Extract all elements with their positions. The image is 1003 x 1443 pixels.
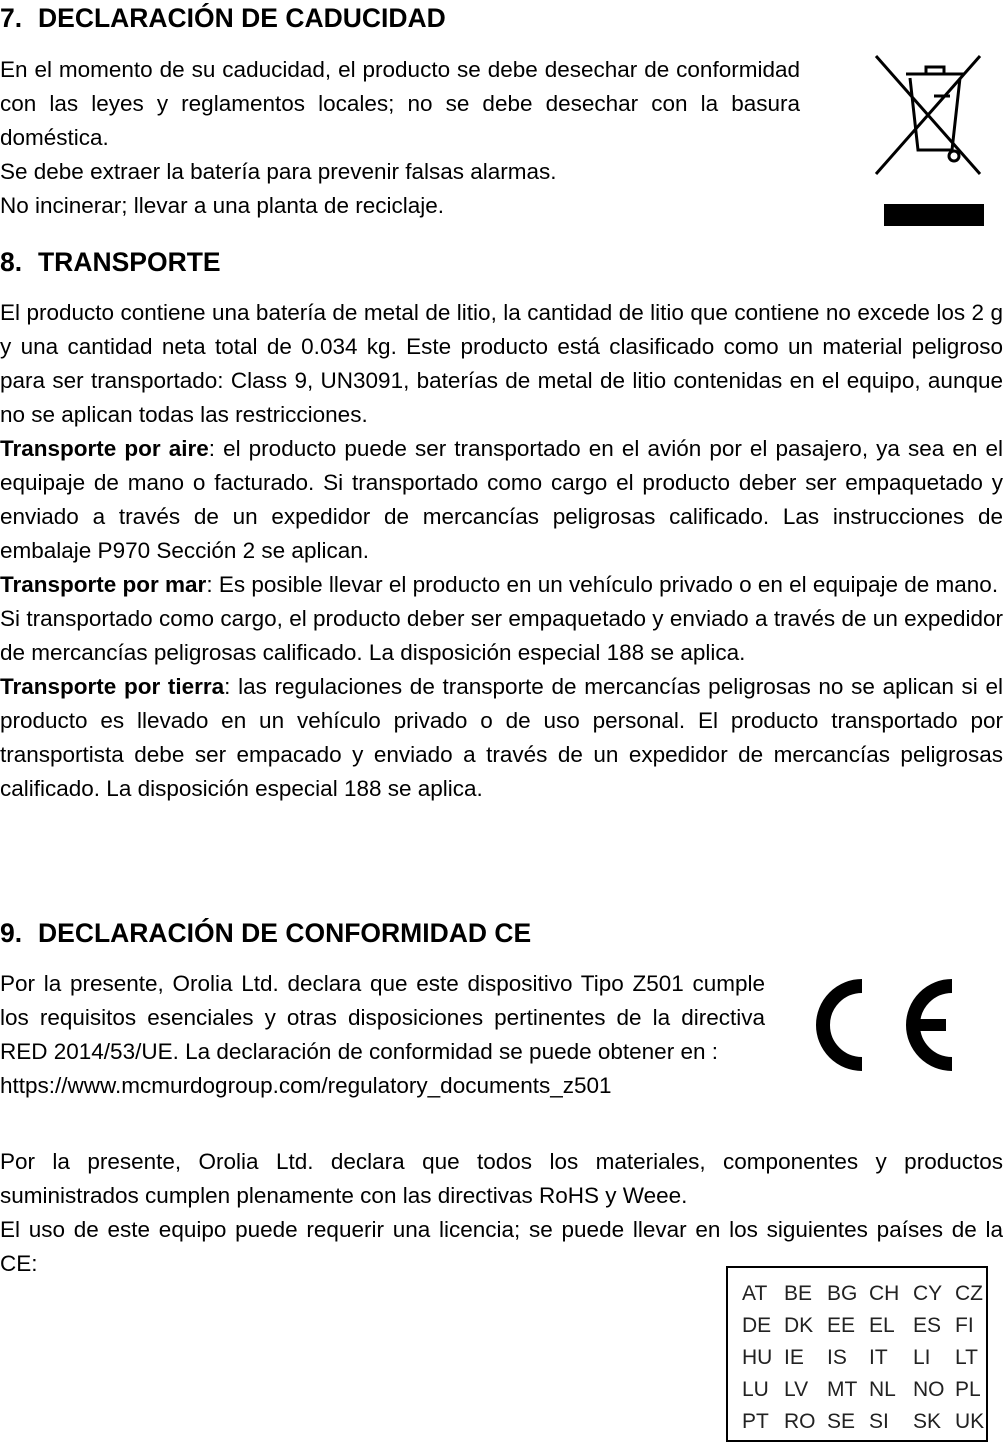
section-7-para-3: No incinerar; llevar a una planta de reciclaje. xyxy=(0,193,444,218)
country-code: IE xyxy=(784,1346,804,1369)
section-7-number: 7. xyxy=(0,3,23,33)
country-list-box xyxy=(726,1266,988,1442)
country-code: CY xyxy=(913,1282,943,1305)
section-9-para-3: El uso de este equipo puede requerir una licencia; se puede llevar en los siguientes países de la CE: xyxy=(0,1217,1003,1276)
country-code: IT xyxy=(869,1346,888,1369)
section-9-para-2: Por la presente, Orolia Ltd. declara que todos los materiales, componentes y productos suministrados cumplen plenamente con las directivas RoHS y Weee. xyxy=(0,1149,1003,1208)
section-9-title: DECLARACIÓN DE CONFORMIDAD CE xyxy=(38,918,532,948)
country-code: DE xyxy=(742,1314,772,1337)
country-code: LU xyxy=(742,1378,769,1401)
section-7-heading xyxy=(0,1,446,35)
weee-crossed-bin-icon xyxy=(872,52,988,228)
section-8-heading xyxy=(0,245,221,279)
country-code: IS xyxy=(827,1346,847,1369)
country-code: RO xyxy=(784,1410,816,1433)
country-code: NL xyxy=(869,1378,896,1401)
sea-transport-text: : Es posible llevar el producto en un vehículo privado o en el equipaje de mano. xyxy=(206,572,999,597)
country-code: EE xyxy=(827,1314,856,1337)
section-9-body xyxy=(0,1145,1003,1281)
country-code: SE xyxy=(827,1410,856,1433)
country-code: DK xyxy=(784,1314,814,1337)
section-7-para-2: Se debe extraer la batería para prevenir falsas alarmas. xyxy=(0,159,557,184)
section-8-body xyxy=(0,296,1003,806)
country-code: NO xyxy=(913,1378,945,1401)
country-code: EL xyxy=(869,1314,895,1337)
country-code: BG xyxy=(827,1282,858,1305)
country-code: SK xyxy=(913,1410,942,1433)
country-code: PT xyxy=(742,1410,769,1433)
section-8-sea-2: Si transportado como cargo, el producto deber ser empaquetado y enviado a través de un expedidor de mercancías peligrosas calificado. La disposición especial 188 se aplica. xyxy=(0,606,1003,665)
section-7-body xyxy=(0,53,800,223)
country-grid xyxy=(742,1278,995,1438)
country-code: CH xyxy=(869,1282,900,1305)
country-code: SI xyxy=(869,1410,889,1433)
country-code: FI xyxy=(955,1314,974,1337)
land-transport-label: Transporte por tierra xyxy=(0,674,225,699)
land-transport-text: : las regulaciones de transporte de mercancías peligrosas no se aplican si el producto es llevado en un vehículo privado o de uso personal. El producto transportado por transportista debe ser empacado y enviado a través de un expedidor de mercancías peligrosas calificado. La disposición especial 188 se aplica. xyxy=(0,674,1003,801)
sea-transport-label: Transporte por mar xyxy=(0,572,207,597)
declaration-url-link[interactable]: https://www.mcmurdogroup.com/regulatory_documents_z501 xyxy=(0,1073,612,1098)
section-9-heading xyxy=(0,916,531,950)
country-code: HU xyxy=(742,1346,773,1369)
air-transport-text: : el producto puede ser transportado en el avión por el pasajero, ya sea en el equipaje de mano o facturado. Si transportado como cargo el producto deber ser empaquetado y enviado a través de un expedidor de mercancías peligrosas calificado. Las instrucciones de embalaje P970 Sección 2 se aplican. xyxy=(0,436,1003,563)
country-code: PL xyxy=(955,1378,981,1401)
section-9-number: 9. xyxy=(0,918,23,948)
country-code: LV xyxy=(784,1378,809,1401)
country-code: UK xyxy=(955,1410,985,1433)
section-8-sea xyxy=(0,568,1003,602)
section-7-para-1: En el momento de su caducidad, el producto se debe desechar de conformidad con las leyes y reglamentos locales; no se debe desechar con la basura doméstica. xyxy=(0,57,800,150)
air-transport-label: Transporte por aire xyxy=(0,436,209,461)
country-code: CZ xyxy=(955,1282,983,1305)
ce-mark xyxy=(812,970,962,1080)
country-code: BE xyxy=(784,1282,813,1305)
country-code: ES xyxy=(913,1314,942,1337)
section-8-number: 8. xyxy=(0,247,23,277)
section-8-air xyxy=(0,432,1003,568)
section-9-para-1: Por la presente, Orolia Ltd. declara que este dispositivo Tipo Z501 cumple los requisitos esenciales y otras disposiciones pertinentes de la directiva RED 2014/53/UE. La declaración de conformidad se puede obtener en : xyxy=(0,971,765,1064)
country-code: LI xyxy=(913,1346,931,1369)
section-7-title: DECLARACIÓN DE CADUCIDAD xyxy=(38,3,446,33)
country-code: LT xyxy=(955,1346,978,1369)
section-9-intro-block xyxy=(0,967,765,1103)
country-code: AT xyxy=(742,1282,768,1305)
section-8-title: TRANSPORTE xyxy=(38,247,221,277)
country-code: MT xyxy=(827,1378,858,1401)
section-8-land xyxy=(0,670,1003,806)
ce-mark-icon xyxy=(812,970,962,1080)
section-8-intro: El producto contiene una batería de metal de litio, la cantidad de litio que contiene no excede los 2 g y una cantidad neta total de 0.034 kg. Este producto está clasificado como un material peligroso para ser transportado: Class 9, UN3091, baterías de metal de litio contenidas en el equipo, aunque no se aplican todas las restricciones. xyxy=(0,300,1003,427)
